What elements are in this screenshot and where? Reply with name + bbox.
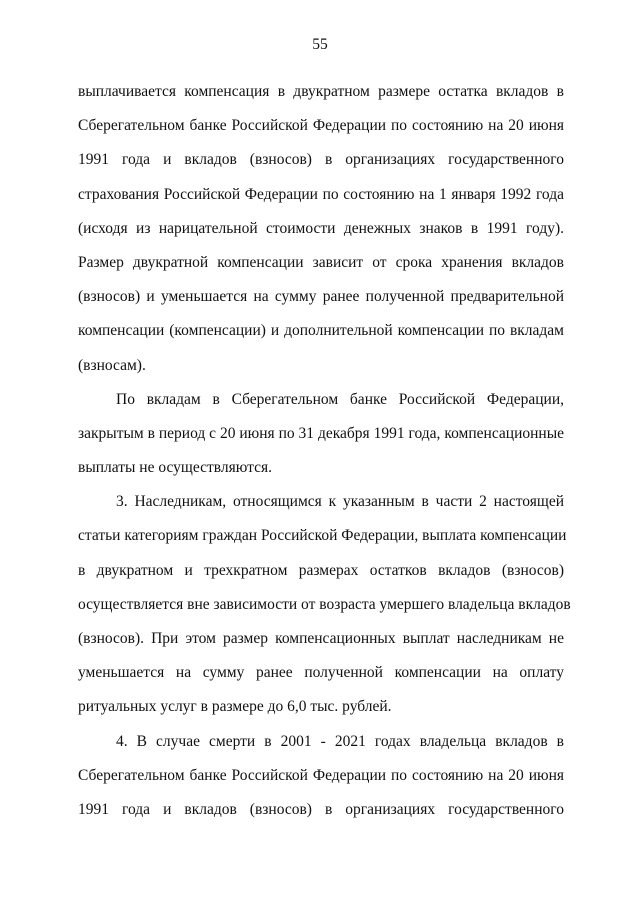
paragraph: [78, 383, 564, 486]
text-line: закрытым в период с 20 июня по 31 декабря 1991 года, компенсационные: [78, 424, 564, 442]
text-line: в двукратном и трехкратном размерах остатков вкладов (взносов): [78, 561, 564, 579]
text-line: статьи категориям граждан Российской Федерации, выплата компенсации: [78, 527, 567, 545]
page-number: 55: [312, 36, 328, 53]
paragraph: [78, 75, 564, 383]
text-line: (взносов) и уменьшается на сумму ранее полученной предварительной: [78, 288, 564, 306]
text-line: ритуальных услуг в размере до 6,0 тыс. рублей.: [78, 698, 392, 716]
text-line: выплачивается компенсация в двукратном размере остатка вкладов в: [78, 83, 564, 100]
text-line: 1991 года и вкладов (взносов) в организациях государственного: [78, 800, 564, 818]
text-line: (исходя из нарицательной стоимости денежных знаков в 1991 году).: [78, 219, 564, 237]
text-line: компенсации (компенсации) и дополнительной компенсации по вкладам: [78, 322, 564, 340]
text-line: страхования Российской Федерации по состоянию на 1 января 1992 года: [78, 185, 564, 203]
text-line: 4. В случае смерти в 2001 - 2021 годах владельца вкладов в: [116, 732, 564, 750]
text-line: 3. Наследникам, относящимся к указанным в части 2 настоящей: [116, 493, 564, 511]
text-line: (взносам).: [78, 356, 146, 374]
text-line: выплаты не осуществляются.: [78, 459, 272, 477]
text-line: уменьшается на сумму ранее полученной компенсации на оплату: [78, 664, 564, 682]
text-line: 1991 года и вкладов (взносов) в организациях государственного: [78, 151, 564, 169]
paragraph: [78, 725, 564, 828]
text-line: Сберегательном банке Российской Федерации по состоянию на 20 июня: [78, 766, 564, 784]
text-line: осуществляется вне зависимости от возраста умершего владельца вкладов: [78, 595, 571, 613]
text-line: (взносов). При этом размер компенсационных выплат наследникам не: [78, 630, 564, 647]
text-line: Размер двукратной компенсации зависит от срока хранения вкладов: [78, 253, 564, 271]
paragraph: [78, 485, 571, 724]
document-body: [78, 75, 571, 827]
text-line: По вкладам в Сберегательном банке Российской Федерации,: [116, 390, 564, 408]
text-line: Сберегательном банке Российской Федерации по состоянию на 20 июня: [78, 117, 564, 135]
